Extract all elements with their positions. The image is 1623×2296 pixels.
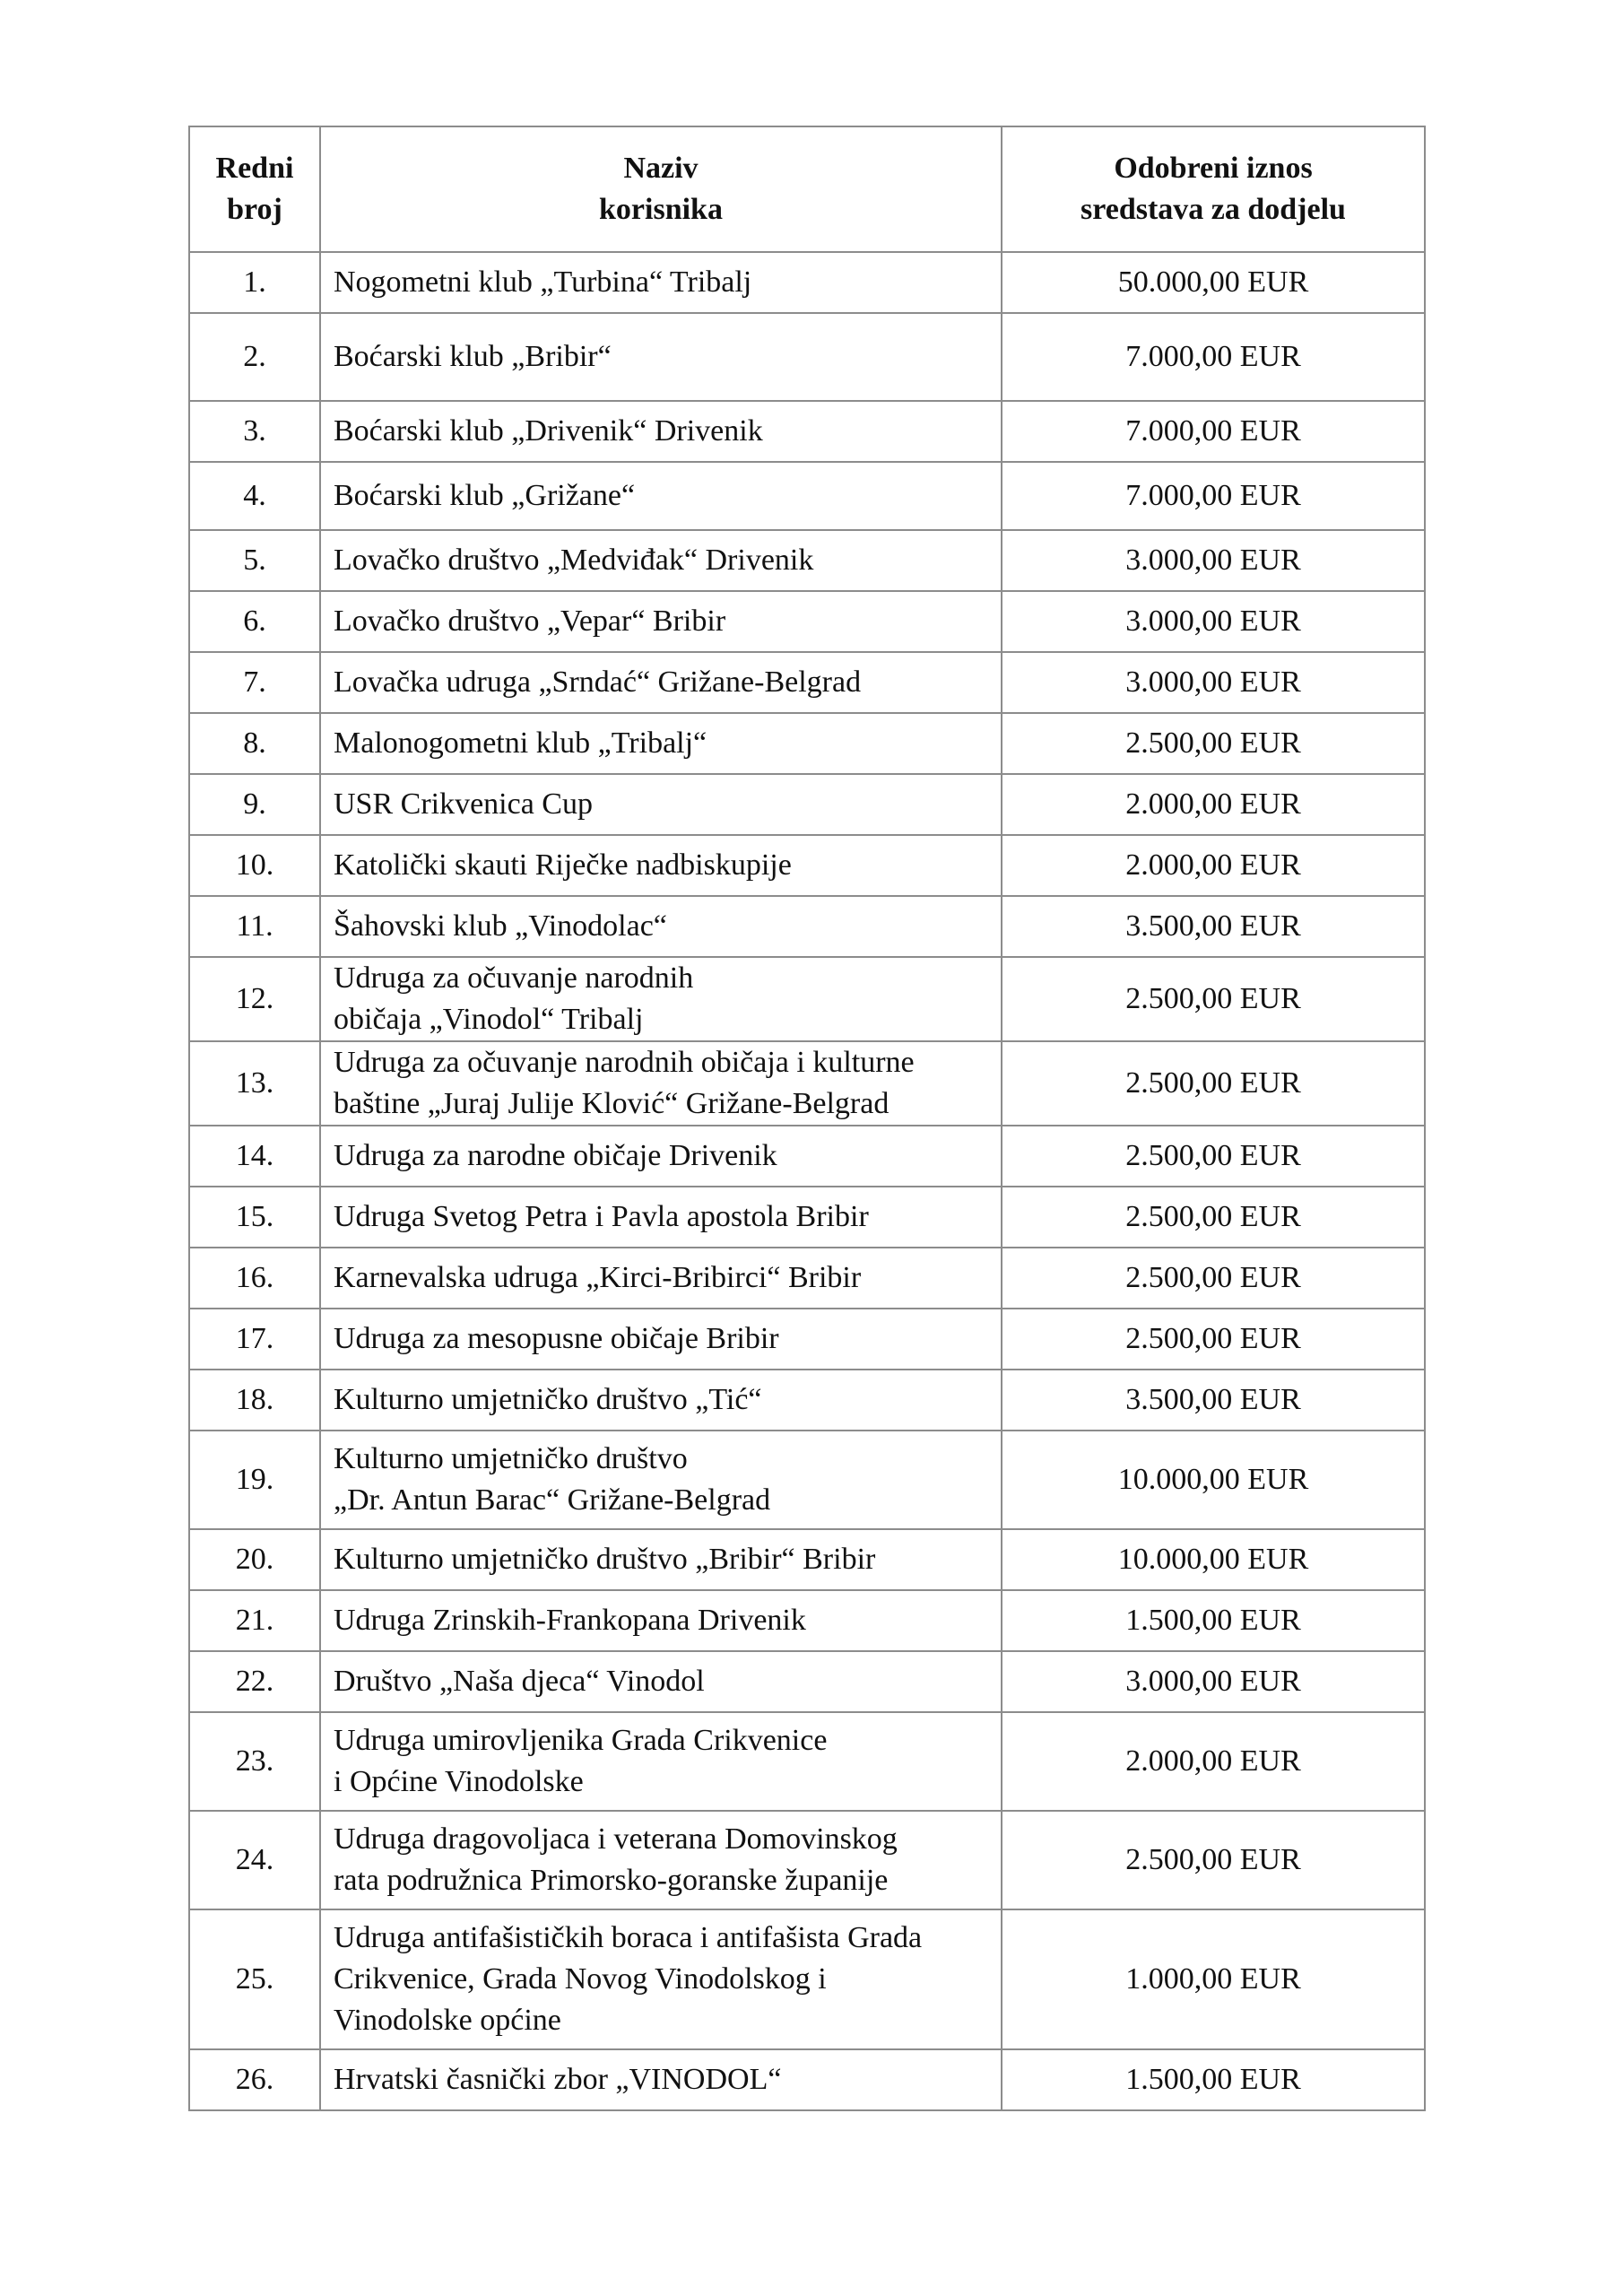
row-approved-amount: 2.500,00 EUR	[1002, 957, 1425, 1041]
row-recipient-name	[320, 252, 1002, 313]
table-row	[189, 1187, 1425, 1248]
row-approved-amount: 2.500,00 EUR	[1002, 713, 1425, 774]
table-row	[189, 1041, 1425, 1126]
row-approved-amount: 2.000,00 EUR	[1002, 774, 1425, 835]
row-approved-amount: 10.000,00 EUR	[1002, 1431, 1425, 1529]
recipient-name-line: Boćarski klub „Grižane“	[334, 479, 636, 512]
row-approved-amount: 3.000,00 EUR	[1002, 652, 1425, 713]
recipient-name-line: Udruga za mesopusne običaje Bribir	[334, 1322, 779, 1355]
table-row	[189, 591, 1425, 652]
row-ordinal: 2.	[189, 313, 320, 401]
header-amount-line: sredstava za dodjelu	[1081, 193, 1346, 226]
row-ordinal: 1.	[189, 252, 320, 313]
row-recipient-name	[320, 313, 1002, 401]
table-row	[189, 1248, 1425, 1309]
recipient-name-line: Udruga antifašističkih boraca i antifašista Grada	[334, 1921, 923, 1954]
row-ordinal: 10.	[189, 835, 320, 896]
row-approved-amount: 7.000,00 EUR	[1002, 313, 1425, 401]
recipient-name-line: Udruga dragovoljaca i veterana Domovinskog	[334, 1822, 898, 1856]
row-recipient-name	[320, 1370, 1002, 1431]
table-row	[189, 896, 1425, 957]
table-row	[189, 401, 1425, 462]
table-row	[189, 1590, 1425, 1651]
row-approved-amount: 7.000,00 EUR	[1002, 462, 1425, 530]
row-approved-amount: 3.000,00 EUR	[1002, 1651, 1425, 1712]
recipient-name-line: baštine „Juraj Julije Klović“ Grižane-Belgrad	[334, 1087, 890, 1120]
row-recipient-name	[320, 1909, 1002, 2049]
header-ordinal	[189, 126, 320, 252]
table-row	[189, 313, 1425, 401]
row-approved-amount: 7.000,00 EUR	[1002, 401, 1425, 462]
table-row	[189, 1309, 1425, 1370]
recipient-name-line: Lovačko društvo „Medviđak“ Drivenik	[334, 544, 814, 577]
row-recipient-name	[320, 591, 1002, 652]
recipient-name-line: USR Crikvenica Cup	[334, 787, 593, 821]
header-ordinal-line: Redni	[215, 152, 294, 185]
row-approved-amount: 2.500,00 EUR	[1002, 1126, 1425, 1187]
row-recipient-name	[320, 1187, 1002, 1248]
row-recipient-name	[320, 774, 1002, 835]
row-approved-amount: 3.000,00 EUR	[1002, 591, 1425, 652]
row-approved-amount: 3.000,00 EUR	[1002, 530, 1425, 591]
row-approved-amount: 50.000,00 EUR	[1002, 252, 1425, 313]
recipient-name-line: Udruga za očuvanje narodnih običaja i kulturne	[334, 1046, 915, 1079]
row-approved-amount: 2.500,00 EUR	[1002, 1248, 1425, 1309]
table-row	[189, 1909, 1425, 2049]
row-recipient-name	[320, 1041, 1002, 1126]
recipient-name-line: Udruga za narodne običaje Drivenik	[334, 1139, 777, 1172]
table-row	[189, 1431, 1425, 1529]
table-row	[189, 530, 1425, 591]
row-ordinal: 6.	[189, 591, 320, 652]
row-ordinal: 15.	[189, 1187, 320, 1248]
recipient-name-line: Udruga umirovljenika Grada Crikvenice	[334, 1724, 828, 1757]
row-ordinal: 25.	[189, 1909, 320, 2049]
row-ordinal: 8.	[189, 713, 320, 774]
table-header-row	[189, 126, 1425, 252]
row-approved-amount: 2.500,00 EUR	[1002, 1811, 1425, 1909]
row-recipient-name	[320, 1651, 1002, 1712]
recipient-name-line: Hrvatski časnički zbor „VINODOL“	[334, 2063, 782, 2096]
recipient-name-line: Katolički skauti Riječke nadbiskupije	[334, 848, 792, 882]
row-recipient-name	[320, 713, 1002, 774]
row-recipient-name	[320, 957, 1002, 1041]
row-recipient-name	[320, 1529, 1002, 1590]
recipient-name-line: Kulturno umjetničko društvo „Tić“	[334, 1383, 762, 1416]
header-amount-line: Odobreni iznos	[1114, 152, 1313, 185]
row-ordinal: 26.	[189, 2049, 320, 2110]
row-approved-amount: 2.000,00 EUR	[1002, 835, 1425, 896]
table-row	[189, 2049, 1425, 2110]
table-row	[189, 1811, 1425, 1909]
recipient-name-line: Lovačka udruga „Srndać“ Grižane-Belgrad	[334, 665, 862, 699]
row-ordinal: 11.	[189, 896, 320, 957]
row-approved-amount: 2.500,00 EUR	[1002, 1187, 1425, 1248]
row-ordinal: 24.	[189, 1811, 320, 1909]
recipient-name-line: Karnevalska udruga „Kirci-Bribirci“ Bribir	[334, 1261, 862, 1294]
recipient-name-line: Vinodolske općine	[334, 2004, 561, 2037]
row-recipient-name	[320, 1712, 1002, 1811]
recipient-name-line: Boćarski klub „Bribir“	[334, 340, 612, 373]
row-recipient-name	[320, 2049, 1002, 2110]
row-ordinal: 13.	[189, 1041, 320, 1126]
recipient-name-line: „Dr. Antun Barac“ Grižane-Belgrad	[334, 1483, 771, 1517]
row-ordinal: 17.	[189, 1309, 320, 1370]
row-approved-amount: 3.500,00 EUR	[1002, 1370, 1425, 1431]
row-approved-amount: 1.000,00 EUR	[1002, 1909, 1425, 2049]
row-ordinal: 23.	[189, 1712, 320, 1811]
row-ordinal: 16.	[189, 1248, 320, 1309]
table-row	[189, 1712, 1425, 1811]
row-recipient-name	[320, 1431, 1002, 1529]
row-approved-amount: 2.000,00 EUR	[1002, 1712, 1425, 1811]
recipient-name-line: Kulturno umjetničko društvo	[334, 1442, 688, 1475]
row-approved-amount: 10.000,00 EUR	[1002, 1529, 1425, 1590]
row-approved-amount: 1.500,00 EUR	[1002, 1590, 1425, 1651]
row-ordinal: 20.	[189, 1529, 320, 1590]
row-ordinal: 3.	[189, 401, 320, 462]
recipient-name-line: Boćarski klub „Drivenik“ Drivenik	[334, 414, 763, 448]
allocation-table	[188, 126, 1426, 2111]
recipient-name-line: Crikvenice, Grada Novog Vinodolskog i	[334, 1962, 827, 1996]
row-recipient-name	[320, 462, 1002, 530]
table-body	[189, 252, 1425, 2110]
recipient-name-line: rata podružnica Primorsko-goranske županije	[334, 1864, 889, 1897]
table-row	[189, 957, 1425, 1041]
table-row	[189, 462, 1425, 530]
recipient-name-line: Šahovski klub „Vinodolac“	[334, 909, 667, 943]
row-ordinal: 19.	[189, 1431, 320, 1529]
table-row	[189, 835, 1425, 896]
row-approved-amount: 1.500,00 EUR	[1002, 2049, 1425, 2110]
row-recipient-name	[320, 652, 1002, 713]
row-ordinal: 12.	[189, 957, 320, 1041]
recipient-name-line: i Općine Vinodolske	[334, 1765, 584, 1798]
recipient-name-line: običaja „Vinodol“ Tribalj	[334, 1003, 644, 1036]
row-recipient-name	[320, 1590, 1002, 1651]
recipient-name-line: Lovačko društvo „Vepar“ Bribir	[334, 604, 726, 638]
row-recipient-name	[320, 896, 1002, 957]
table-row	[189, 713, 1425, 774]
recipient-name-line: Udruga Zrinskih-Frankopana Drivenik	[334, 1604, 806, 1637]
row-recipient-name	[320, 1309, 1002, 1370]
header-recipient-name	[320, 126, 1002, 252]
recipient-name-line: Malonogometni klub „Tribalj“	[334, 726, 707, 760]
row-recipient-name	[320, 835, 1002, 896]
row-approved-amount: 3.500,00 EUR	[1002, 896, 1425, 957]
row-ordinal: 9.	[189, 774, 320, 835]
table-row	[189, 774, 1425, 835]
row-recipient-name	[320, 1248, 1002, 1309]
recipient-name-line: Udruga za očuvanje narodnih	[334, 961, 694, 995]
row-approved-amount: 2.500,00 EUR	[1002, 1041, 1425, 1126]
recipient-name-line: Udruga Svetog Petra i Pavla apostola Bribir	[334, 1200, 869, 1233]
recipient-name-line: Društvo „Naša djeca“ Vinodol	[334, 1665, 705, 1698]
table-row	[189, 1126, 1425, 1187]
header-recipient-line: korisnika	[599, 193, 723, 226]
row-ordinal: 14.	[189, 1126, 320, 1187]
header-ordinal-line: broj	[227, 193, 282, 226]
row-ordinal: 18.	[189, 1370, 320, 1431]
recipient-name-line: Nogometni klub „Turbina“ Tribalj	[334, 265, 752, 299]
row-recipient-name	[320, 401, 1002, 462]
header-recipient-line: Naziv	[623, 152, 699, 185]
row-ordinal: 7.	[189, 652, 320, 713]
table-row	[189, 652, 1425, 713]
table-row	[189, 1529, 1425, 1590]
row-ordinal: 5.	[189, 530, 320, 591]
row-approved-amount: 2.500,00 EUR	[1002, 1309, 1425, 1370]
header-approved-amount	[1002, 126, 1425, 252]
row-ordinal: 21.	[189, 1590, 320, 1651]
table-row	[189, 1651, 1425, 1712]
row-recipient-name	[320, 530, 1002, 591]
row-recipient-name	[320, 1811, 1002, 1909]
row-recipient-name	[320, 1126, 1002, 1187]
table-row	[189, 1370, 1425, 1431]
row-ordinal: 4.	[189, 462, 320, 530]
row-ordinal: 22.	[189, 1651, 320, 1712]
table-row	[189, 252, 1425, 313]
recipient-name-line: Kulturno umjetničko društvo „Bribir“ Bribir	[334, 1543, 876, 1576]
